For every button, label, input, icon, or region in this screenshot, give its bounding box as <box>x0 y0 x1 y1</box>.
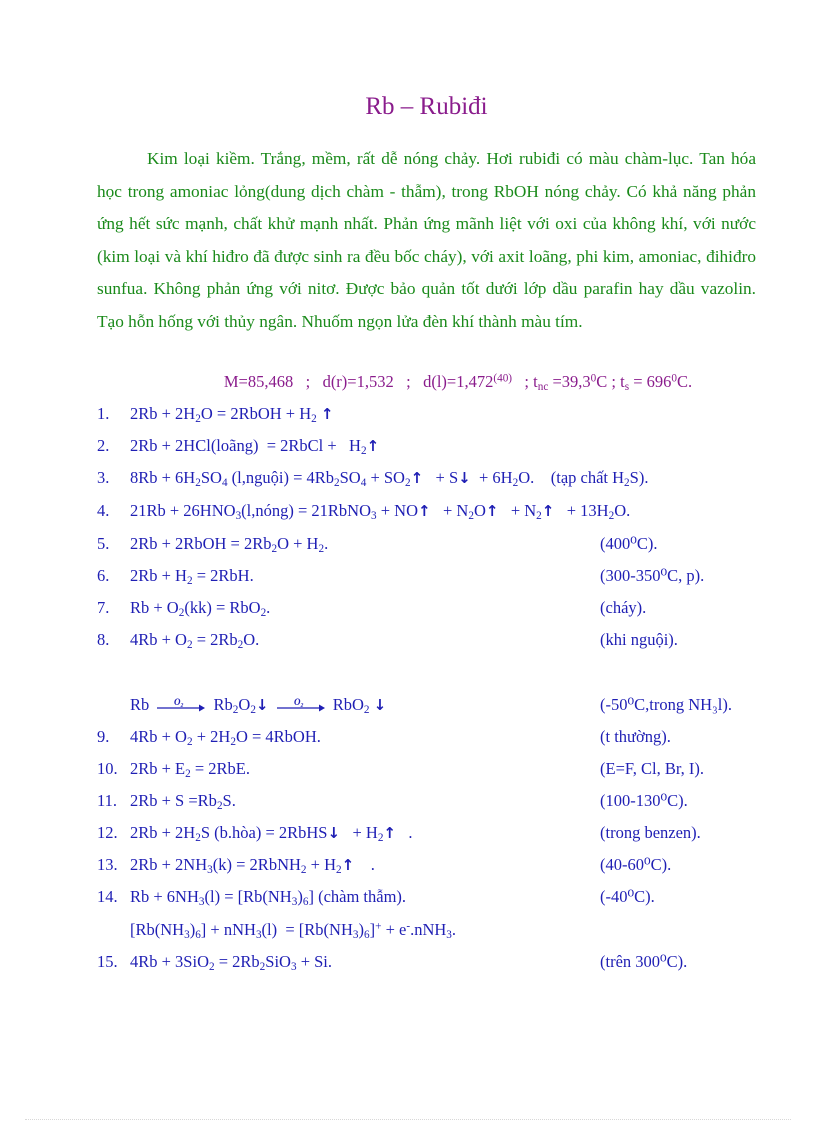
equation-number: 5. <box>97 534 110 553</box>
equation-condition: (40-60⁰C). <box>600 855 672 874</box>
equation-number: 2. <box>97 436 110 455</box>
equation-body: $2Rb + 2H_2S$ (b.hòa) = 2RbHS↓ + $H_2↑$ . <box>130 823 413 844</box>
equation-condition: (khi nguội). <box>600 630 678 649</box>
precipitate-down-arrow-icon: ↓ <box>373 696 387 714</box>
equation-body: $8Rb + 6H_2SO_4$ (l,nguội) = $4Rb_2SO_4$ + $SO_2↑$ + S↓ + $6H_2O$. (tạp chất $H_2S$). <box>130 468 649 489</box>
equation-row <box>0 404 816 434</box>
ts-degree: 0 <box>671 372 677 385</box>
melting-point <box>533 372 616 391</box>
equation-number: 9. <box>97 727 110 746</box>
equation-number: 3. <box>97 468 110 487</box>
arrow-label: O₂ <box>174 697 185 708</box>
equation-number: 4. <box>97 501 110 520</box>
gas-up-arrow-icon: ↑ <box>418 502 431 520</box>
molar-mass: M=85,468 <box>223 372 294 391</box>
equation-body: $21Rb + 26HNO_3(l,nóng)$ = 21RbNO$_3$ + NO↑ + $N_2O↑$ + $N_2↑ + 13H_2O$. <box>130 501 631 522</box>
equation-number: 14. <box>97 887 118 906</box>
equation-condition: (100-130⁰C). <box>600 791 688 810</box>
tnc-degree: 0 <box>590 372 597 385</box>
equation-body: $2Rb + S =Rb_2S$. <box>130 791 236 812</box>
equation-body: $Rb + O_2(kk) = RbO_2$. <box>130 598 271 619</box>
equation-condition: (trên 300⁰C). <box>600 952 688 971</box>
equation-row <box>0 534 816 564</box>
gas-up-arrow-icon: ↑ <box>341 856 355 874</box>
equation-condition: (-50⁰C,trong NH₃l). <box>600 695 732 714</box>
boiling-point <box>620 372 692 391</box>
equation-row <box>0 887 816 917</box>
tnc-label: t <box>533 372 538 391</box>
reaction-arrow-icon <box>277 698 325 714</box>
equation-row <box>0 695 816 725</box>
equation-number: 15. <box>97 952 118 971</box>
equation-row <box>0 598 816 628</box>
precipitate-down-arrow-icon: ↓ <box>458 469 471 487</box>
gas-up-arrow-icon: ↑ <box>320 405 334 423</box>
equation-row <box>0 855 816 885</box>
equation-condition: (cháy). <box>600 598 647 617</box>
ts-unit: C. <box>676 372 693 391</box>
equation-number: 10. <box>97 759 118 778</box>
equation-row <box>0 727 816 757</box>
gas-up-arrow-icon: ↑ <box>410 469 424 487</box>
ts-sub: s <box>624 380 630 393</box>
equation-number: 1. <box>97 404 110 423</box>
equation-row <box>0 436 816 466</box>
page-title: Rb – Rubiđi <box>365 93 488 120</box>
equation-body: 2Rb + 2RbOH = $2Rb_2O + H_2$. <box>130 534 329 555</box>
tnc-sub: nc <box>537 380 549 393</box>
equation-number: 11. <box>97 791 118 810</box>
equation-row <box>0 759 816 789</box>
equation-body: Rb O₂ $Rb_2O_2↓$ O₂ RbO$_2$ ↓ <box>130 695 387 716</box>
equation-body: $2Rb + 2NH_3(k)$ = 2RbNH$_2$ + $H_2↑$ . <box>130 855 375 876</box>
equation-number: 12. <box>97 823 118 842</box>
equation-body: $[Rb(NH_3)_6] + nNH_3(l) = [Rb(NH_3)_6]^+ + e^-.nNH_3$. <box>130 920 457 941</box>
equation-row <box>0 952 816 982</box>
equation-condition: (-40⁰C). <box>600 887 655 906</box>
separator: ; <box>524 372 530 391</box>
equation-row <box>0 501 816 531</box>
gas-up-arrow-icon: ↑ <box>485 502 499 520</box>
equation-body: 2Rb + 2HCl(loãng) = 2RbCl + $H_2↑$ <box>130 436 380 457</box>
equation-condition: (400⁰C). <box>600 534 658 553</box>
equation-row <box>0 791 816 821</box>
equation-body: $Rb + 6NH_3(l) = [Rb(NH_3)_6]$ (chàm thẫm). <box>130 887 407 908</box>
equation-number: 7. <box>97 598 110 617</box>
equation-body: $2Rb + H_2 = 2RbH$. <box>130 566 254 587</box>
equation-body: $4Rb + O_2 + 2H_2O$ = 4RbOH. <box>130 727 321 748</box>
equation-body: $2Rb + 2H_2O$ = 2RbOH + $H_2$ ↑ <box>130 404 334 425</box>
physical-properties <box>0 372 816 392</box>
density-liquid-temp: (40) <box>493 372 513 385</box>
density-liquid-value: d(l)=1,472 <box>423 372 494 391</box>
ts-label: t <box>620 372 625 391</box>
separator: ; <box>406 372 411 391</box>
ts-value: = 696 <box>633 372 672 391</box>
equation-row <box>0 823 816 853</box>
equation-condition: (trong benzen). <box>600 823 701 842</box>
equation-row <box>0 566 816 596</box>
equation-condition: (t thường). <box>600 727 671 746</box>
equation-row <box>0 630 816 660</box>
arrow-label: O₂ <box>293 697 304 708</box>
equation-row <box>0 468 816 498</box>
equation-number: 13. <box>97 855 118 874</box>
precipitate-down-arrow-icon: ↓ <box>327 824 341 842</box>
intro-paragraph: Kim loại kiềm. Trắng, mềm, rất dễ nóng chảy. Hơi rubiđi có màu chàm-lục. Tan hóa học trong amoniac lỏng(dung dịch chàm - thẫm), trong RbOH nóng chảy. Có khả năng phản ứng hết sức mạnh, chất khử mạnh nhất. Phản ứng mãnh liệt với oxi của không khí, với nước (kim loại và khí hiđro đã được sinh ra đều bốc cháy), với axit loãng, phi kim, amoniac, đihiđro sunfua. Không phản ứng với nitơ. Được bảo quản tốt dưới lớp dầu parafin hay dầu vazolin. Tạo hỗn hống với thủy ngân. Nhuốm ngọn lửa đèn khí thành màu tím. <box>97 149 756 331</box>
precipitate-down-arrow-icon: ↓ <box>255 696 269 714</box>
tnc-unit: C ; <box>596 372 616 391</box>
reaction-arrow-icon <box>157 698 205 714</box>
page-bottom-divider <box>25 1119 791 1120</box>
density-solid: d(r)=1,532 <box>322 372 394 391</box>
equation-condition: (300-350⁰C, p). <box>600 566 705 585</box>
density-liquid <box>423 372 512 391</box>
gas-up-arrow-icon: ↑ <box>383 824 396 842</box>
equation-condition: (E=F, Cl, Br, I). <box>600 759 705 778</box>
separator: ; <box>305 372 311 391</box>
equation-body: $2Rb + E_2 = 2RbE$. <box>130 759 251 780</box>
gas-up-arrow-icon: ↑ <box>366 437 380 455</box>
tnc-value: =39,3 <box>552 372 591 391</box>
gas-up-arrow-icon: ↑ <box>541 502 555 520</box>
equation-body: $4Rb + O_2 = 2Rb_2O$. <box>130 630 260 651</box>
equation-number: 8. <box>97 630 110 649</box>
equation-row <box>0 920 816 950</box>
equation-body: $4Rb + 3SiO_2 = 2Rb_2SiO_3 + Si$. <box>130 952 333 973</box>
equation-number: 6. <box>97 566 110 585</box>
